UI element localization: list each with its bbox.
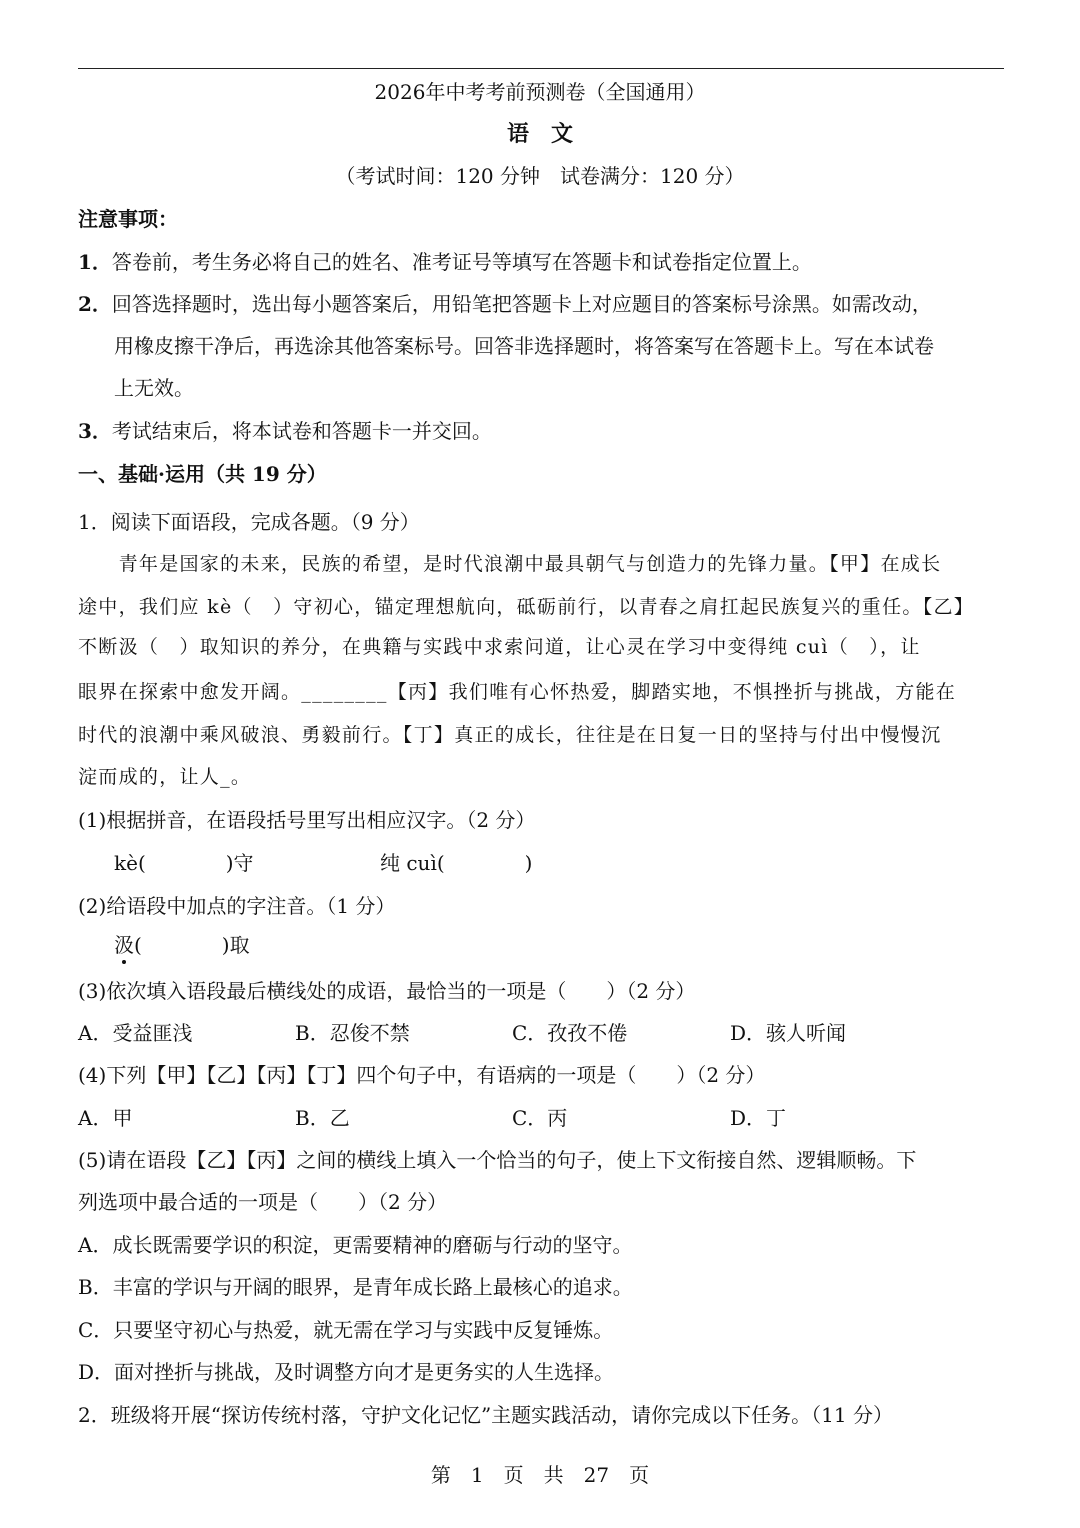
q1-sub4: (4)下列【甲】【乙】【丙】【丁】四个句子中，有语病的一项是（ ）（2 分）: [78, 1063, 766, 1087]
option-d[interactable]: D．面对挫折与挑战，及时调整方向才是更务实的人生选择。: [78, 1360, 615, 1384]
q1-sub5: (5)请在语段【乙】【丙】之间的横线上填入一个恰当的句子，使上下文衔接自然、逻辑顺畅。下: [78, 1148, 917, 1172]
notice-text: 回答选择题时，选出每小题答案后，用铅笔把答题卡上对应题目的答案标号涂黑。如需改动，: [111, 292, 932, 316]
option-c[interactable]: C．丙: [512, 1106, 568, 1130]
notice-item-1: [78, 248, 812, 276]
option-c[interactable]: C．孜孜不倦: [512, 1021, 628, 1045]
option-a[interactable]: A．甲: [78, 1106, 133, 1130]
passage-line: 淀而成的，让人_。: [78, 766, 252, 788]
notice-text: 答卷前，考生务必将自己的姓名、准考证号等填写在答题卡和试卷指定位置上。: [111, 250, 812, 274]
passage-line: 不断汲（ ）取知识的养分，在典籍与实践中求索问道，让心灵在学习中变得纯 cuì（ ），让: [78, 636, 921, 658]
q1-sub2: (2)给语段中加点的字注音。（1 分）: [78, 894, 396, 918]
q1-sub1: (1)根据拼音，在语段括号里写出相应汉字。（2 分）: [78, 808, 536, 832]
option-b[interactable]: B．忍俊不禁: [295, 1021, 410, 1045]
dotted-char: 汲: [114, 933, 134, 957]
option-b[interactable]: B．丰富的学识与开阔的眼界，是青年成长路上最核心的追求。: [78, 1275, 633, 1299]
exam-title: 2026年中考考前预测卷（全国通用）: [374, 80, 706, 104]
passage-line: 青年是国家的未来，民族的希望，是时代浪潮中最具朝气与创造力的先锋力量。【甲】在成长: [78, 553, 942, 575]
notice-item-2-cont: 上无效。: [114, 376, 194, 400]
option-a[interactable]: A．受益匪浅: [78, 1021, 193, 1045]
passage-line: 时代的浪潮中乘风破浪、勇毅前行。【丁】真正的成长，往往是在日复一日的坚持与付出中慢慢沉: [78, 724, 942, 746]
notice-item-2-cont: 用橡皮擦干净后，再选涂其他答案标号。回答非选择题时，将答案写在答题卡上。写在本试卷: [114, 334, 934, 358]
q1-sub1-blank-b[interactable]: 纯 cuì( ): [380, 851, 533, 875]
notice-heading: 注意事项：: [78, 207, 178, 231]
option-c[interactable]: C．只要坚守初心与热爱，就无需在学习与实践中反复锤炼。: [78, 1318, 614, 1342]
q1-sub1-blank-a[interactable]: kè( )守: [114, 851, 254, 875]
option-a[interactable]: A．成长既需要学识的积淀，更需要精神的磨砺与行动的坚守。: [78, 1233, 633, 1257]
notice-num: 3．: [78, 419, 112, 443]
notice-text: 考试结束后，将本试卷和答题卡一并交回。: [111, 419, 492, 443]
notice-item-2: [78, 290, 932, 318]
notice-item-3: [78, 417, 492, 445]
option-b[interactable]: B．乙: [295, 1106, 350, 1130]
q2-stem: 2．班级将开展“探访传统村落，守护文化记忆”主题实践活动，请你完成以下任务。（11 分）: [78, 1403, 893, 1427]
header-rule: [78, 68, 1004, 69]
q1-stem: 1．阅读下面语段，完成各题。（9 分）: [78, 510, 420, 534]
page-number: 第 1 页 共 27 页: [430, 1463, 650, 1487]
q1-sub2-blank[interactable]: [114, 931, 250, 959]
passage-line: 眼界在探索中愈发开阔。________【丙】我们唯有心怀热爱，脚踏实地，不惧挫折与挑战，方能在: [78, 681, 957, 703]
q1-sub5-cont: 列选项中最合适的一项是（ ）（2 分）: [78, 1190, 448, 1214]
exam-info: （考试时间：120 分钟 试卷满分：120 分）: [335, 164, 745, 188]
notice-num: 2．: [78, 292, 112, 316]
q1-sub2-blank-text: ( )取: [134, 933, 250, 957]
subject-title: 语 文: [506, 121, 573, 147]
notice-num: 1．: [78, 250, 112, 274]
q1-sub3: (3)依次填入语段最后横线处的成语，最恰当的一项是（ ）（2 分）: [78, 979, 696, 1003]
passage-line: 途中，我们应 kè（ ）守初心，锚定理想航向，砥砺前行，以青春之肩扛起民族复兴的重任。【乙】: [78, 596, 975, 618]
option-d[interactable]: D．丁: [730, 1106, 787, 1130]
option-d[interactable]: D．骇人听闻: [730, 1021, 847, 1045]
section-heading: 一、基础·运用（共 19 分）: [78, 462, 327, 486]
